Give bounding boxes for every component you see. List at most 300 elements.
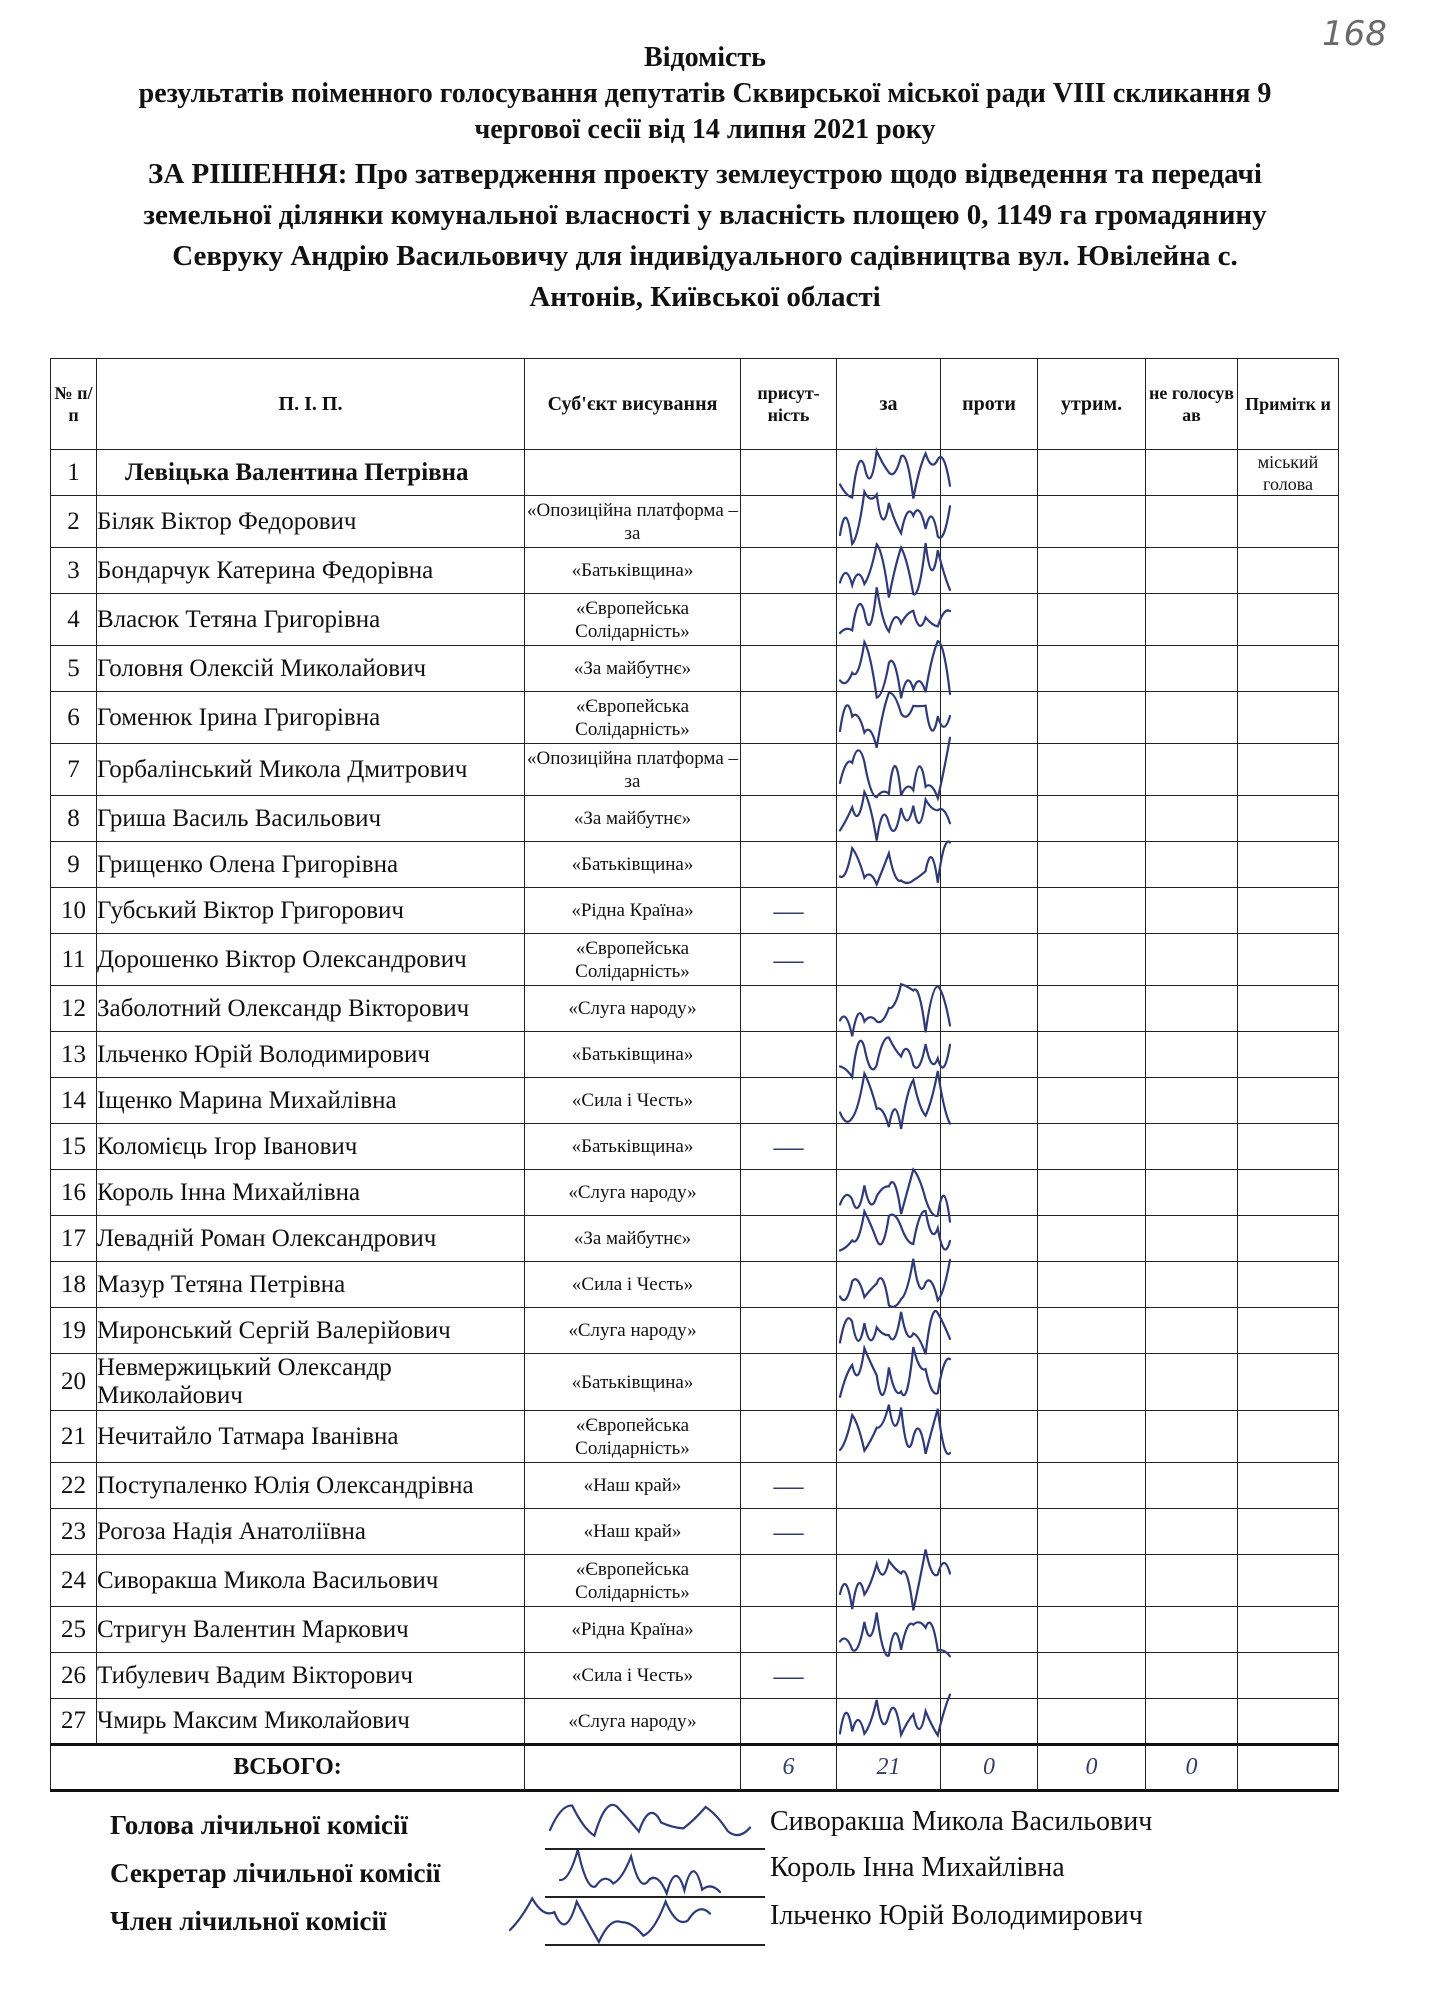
- decision-line-1: ЗА РІШЕННЯ: Про затвердження проекту землеустрою щодо відведення та передачі: [148, 158, 1262, 190]
- party-name: «Європейська Солідарність»: [525, 934, 741, 986]
- party-name: «За майбутнє»: [525, 646, 741, 692]
- row-number: 9: [51, 842, 97, 888]
- for-mark: [837, 986, 941, 1032]
- abstain-mark: [1038, 1078, 1146, 1124]
- novote-mark: [1146, 1032, 1238, 1078]
- row-number: 7: [51, 744, 97, 796]
- deputy-name: Король Інна Михайлівна: [97, 1170, 525, 1216]
- table-row: [51, 842, 1339, 888]
- row-number: 3: [51, 548, 97, 594]
- novote-mark: [1146, 1124, 1238, 1170]
- chair-name: Сиворакша Микола Васильович: [770, 1806, 1153, 1837]
- abstain-mark: [1038, 1463, 1146, 1509]
- deputy-name: Гоменюк Ірина Григорівна: [97, 692, 525, 744]
- note-cell: [1238, 744, 1339, 796]
- abstain-mark: [1038, 1354, 1146, 1411]
- party-name: [525, 450, 741, 496]
- present-mark: [741, 496, 837, 548]
- note-cell: [1238, 796, 1339, 842]
- novote-mark: [1146, 1216, 1238, 1262]
- total-abstain: 0: [1038, 1745, 1146, 1791]
- against-mark: [941, 1354, 1038, 1411]
- novote-mark: [1146, 692, 1238, 744]
- abstain-mark: [1038, 744, 1146, 796]
- novote-mark: [1146, 1607, 1238, 1653]
- deputy-name: Бондарчук Катерина Федорівна: [97, 548, 525, 594]
- against-mark: [941, 692, 1038, 744]
- col-num: № п/п: [51, 359, 97, 450]
- party-name: «Опозиційна платформа – за: [525, 496, 741, 548]
- party-name: «Слуга народу»: [525, 986, 741, 1032]
- against-mark: [941, 1032, 1038, 1078]
- table-row: [51, 1607, 1339, 1653]
- table-row: [51, 1354, 1339, 1411]
- for-mark: [837, 1555, 941, 1607]
- deputy-name: Іщенко Марина Михайлівна: [97, 1078, 525, 1124]
- deputy-name: Ільченко Юрій Володимирович: [97, 1032, 525, 1078]
- deputy-name: Тибулевич Вадим Вікторович: [97, 1653, 525, 1699]
- note-cell: [1238, 1032, 1339, 1078]
- abstain-mark: [1038, 1607, 1146, 1653]
- table-row: [51, 450, 1339, 496]
- note-cell: [1238, 496, 1339, 548]
- deputy-name: Рогоза Надія Анатоліївна: [97, 1509, 525, 1555]
- for-mark: [837, 692, 941, 744]
- abstain-mark: [1038, 548, 1146, 594]
- deputy-name: Гриша Василь Васильович: [97, 796, 525, 842]
- table-row: [51, 796, 1339, 842]
- party-name: «Слуга народу»: [525, 1170, 741, 1216]
- for-mark: [837, 1411, 941, 1463]
- present-mark: [741, 1699, 837, 1745]
- novote-mark: [1146, 1509, 1238, 1555]
- note-cell: [1238, 548, 1339, 594]
- note-cell: [1238, 1308, 1339, 1354]
- note-cell: [1238, 842, 1339, 888]
- abstain-mark: [1038, 1653, 1146, 1699]
- row-number: 5: [51, 646, 97, 692]
- novote-mark: [1146, 594, 1238, 646]
- present-mark: —: [741, 1124, 837, 1170]
- present-mark: —: [741, 888, 837, 934]
- abstain-mark: [1038, 1124, 1146, 1170]
- row-number: 10: [51, 888, 97, 934]
- table-row: [51, 1032, 1339, 1078]
- party-name: «Європейська Солідарність»: [525, 1555, 741, 1607]
- totals-row: [51, 1745, 1339, 1791]
- abstain-mark: [1038, 796, 1146, 842]
- vote-table: [50, 358, 1339, 1792]
- table-row: [51, 1509, 1339, 1555]
- novote-mark: [1146, 1170, 1238, 1216]
- row-number: 24: [51, 1555, 97, 1607]
- present-mark: [741, 646, 837, 692]
- abstain-mark: [1038, 1555, 1146, 1607]
- abstain-mark: [1038, 496, 1146, 548]
- abstain-mark: [1038, 842, 1146, 888]
- for-mark: [837, 1170, 941, 1216]
- novote-mark: [1146, 1308, 1238, 1354]
- total-against: 0: [941, 1745, 1038, 1791]
- abstain-mark: [1038, 692, 1146, 744]
- note-cell: [1238, 1699, 1339, 1745]
- row-number: 19: [51, 1308, 97, 1354]
- novote-mark: [1146, 1463, 1238, 1509]
- table-row: [51, 1411, 1339, 1463]
- row-number: 2: [51, 496, 97, 548]
- row-number: 8: [51, 796, 97, 842]
- table-row: [51, 692, 1339, 744]
- note-cell: [1238, 646, 1339, 692]
- document-title: Відомість: [644, 42, 766, 73]
- table-row: [51, 496, 1339, 548]
- secretary-name: Король Інна Михайлівна: [770, 1852, 1065, 1883]
- party-name: «За майбутнє»: [525, 796, 741, 842]
- table-row: [51, 1699, 1339, 1745]
- for-mark: [837, 1607, 941, 1653]
- party-name: «Наш край»: [525, 1509, 741, 1555]
- novote-mark: [1146, 888, 1238, 934]
- against-mark: [941, 1124, 1038, 1170]
- table-row: [51, 1216, 1339, 1262]
- abstain-mark: [1038, 986, 1146, 1032]
- party-name: «Опозиційна платформа – за: [525, 744, 741, 796]
- novote-mark: [1146, 1078, 1238, 1124]
- abstain-mark: [1038, 1509, 1146, 1555]
- abstain-mark: [1038, 934, 1146, 986]
- deputy-name: Власюк Тетяна Григорівна: [97, 594, 525, 646]
- party-name: «Наш край»: [525, 1463, 741, 1509]
- row-number: 12: [51, 986, 97, 1032]
- against-mark: [941, 1308, 1038, 1354]
- note-cell: [1238, 1653, 1339, 1699]
- row-number: 4: [51, 594, 97, 646]
- decision-line-2: земельної ділянки комунальної власності у власність площею 0, 1149 га громадянину: [143, 199, 1267, 231]
- abstain-mark: [1038, 1308, 1146, 1354]
- present-mark: [741, 1216, 837, 1262]
- total-for: 21: [837, 1745, 941, 1791]
- deputy-name: Сиворакша Микола Васильович: [97, 1555, 525, 1607]
- note-cell: [1238, 1509, 1339, 1555]
- row-number: 18: [51, 1262, 97, 1308]
- row-number: 27: [51, 1699, 97, 1745]
- table-row: [51, 744, 1339, 796]
- for-mark: [837, 548, 941, 594]
- note-cell: [1238, 1555, 1339, 1607]
- note-cell: [1238, 1607, 1339, 1653]
- present-mark: [741, 1262, 837, 1308]
- for-mark: [837, 1463, 941, 1509]
- for-mark: [837, 796, 941, 842]
- novote-mark: [1146, 1262, 1238, 1308]
- party-name: «За майбутнє»: [525, 1216, 741, 1262]
- for-mark: [837, 450, 941, 496]
- present-mark: [741, 1308, 837, 1354]
- novote-mark: [1146, 450, 1238, 496]
- deputy-name: Горбалінський Микола Дмитрович: [97, 744, 525, 796]
- party-name: «Батьківщина»: [525, 1354, 741, 1411]
- row-number: 23: [51, 1509, 97, 1555]
- for-mark: [837, 934, 941, 986]
- note-cell: [1238, 1216, 1339, 1262]
- party-name: «Батьківщина»: [525, 842, 741, 888]
- deputy-name: Миронський Сергій Валерійович: [97, 1308, 525, 1354]
- totals-party: [525, 1745, 741, 1791]
- party-name: «Сила і Честь»: [525, 1653, 741, 1699]
- deputy-name: Коломієць Ігор Іванович: [97, 1124, 525, 1170]
- table-row: [51, 1555, 1339, 1607]
- against-mark: [941, 934, 1038, 986]
- for-mark: [837, 1308, 941, 1354]
- decision-line-3: Севруку Андрію Васильовичу для індивідуального садівництва вул. Ювілейна с.: [172, 240, 1238, 272]
- totals-label: ВСЬОГО:: [51, 1745, 525, 1791]
- table-row: [51, 1653, 1339, 1699]
- abstain-mark: [1038, 450, 1146, 496]
- present-mark: [741, 1032, 837, 1078]
- abstain-mark: [1038, 1170, 1146, 1216]
- against-mark: [941, 1653, 1038, 1699]
- against-mark: [941, 1170, 1038, 1216]
- deputy-name: Мазур Тетяна Петрівна: [97, 1262, 525, 1308]
- deputy-name: Поступаленко Юлія Олександрівна: [97, 1463, 525, 1509]
- party-name: «Батьківщина»: [525, 1124, 741, 1170]
- secretary-signature: [560, 1850, 720, 1894]
- table-row: [51, 1308, 1339, 1354]
- present-mark: —: [741, 1509, 837, 1555]
- note-cell: [1238, 1124, 1339, 1170]
- deputy-name: Губський Віктор Григорович: [97, 888, 525, 934]
- deputy-name: Стригун Валентин Маркович: [97, 1607, 525, 1653]
- col-abstain: утрим.: [1038, 359, 1146, 450]
- table-row: [51, 548, 1339, 594]
- against-mark: [941, 646, 1038, 692]
- abstain-mark: [1038, 1032, 1146, 1078]
- party-name: «Слуга народу»: [525, 1308, 741, 1354]
- note-cell: [1238, 986, 1339, 1032]
- member-signature-line: [545, 1944, 765, 1946]
- against-mark: [941, 1262, 1038, 1308]
- present-mark: [741, 986, 837, 1032]
- note-cell: міський голова: [1238, 450, 1339, 496]
- note-cell: [1238, 1411, 1339, 1463]
- for-mark: [837, 594, 941, 646]
- present-mark: —: [741, 934, 837, 986]
- row-number: 22: [51, 1463, 97, 1509]
- row-number: 14: [51, 1078, 97, 1124]
- table-row: [51, 1170, 1339, 1216]
- present-mark: [741, 1078, 837, 1124]
- member-name: Ільченко Юрій Володимирович: [770, 1900, 1143, 1931]
- for-mark: [837, 888, 941, 934]
- present-mark: —: [741, 1653, 837, 1699]
- novote-mark: [1146, 1699, 1238, 1745]
- deputy-name: Левадній Роман Олександрович: [97, 1216, 525, 1262]
- member-label: Член лічильної комісії: [110, 1906, 387, 1936]
- against-mark: [941, 1699, 1038, 1745]
- for-mark: [837, 1354, 941, 1411]
- novote-mark: [1146, 496, 1238, 548]
- table-row: [51, 1262, 1339, 1308]
- table-row: [51, 1463, 1339, 1509]
- deputy-name: Дорошенко Віктор Олександрович: [97, 934, 525, 986]
- note-cell: [1238, 888, 1339, 934]
- present-mark: [741, 450, 837, 496]
- against-mark: [941, 888, 1038, 934]
- present-mark: [741, 1170, 837, 1216]
- abstain-mark: [1038, 888, 1146, 934]
- chair-signature: [550, 1805, 750, 1836]
- abstain-mark: [1038, 1411, 1146, 1463]
- present-mark: [741, 1411, 837, 1463]
- for-mark: [837, 842, 941, 888]
- for-mark: [837, 1078, 941, 1124]
- abstain-mark: [1038, 1262, 1146, 1308]
- chair-label: Голова лічильної комісії: [110, 1810, 408, 1840]
- novote-mark: [1146, 548, 1238, 594]
- against-mark: [941, 1607, 1038, 1653]
- novote-mark: [1146, 646, 1238, 692]
- note-cell: [1238, 934, 1339, 986]
- party-name: «Батьківщина»: [525, 548, 741, 594]
- against-mark: [941, 1509, 1038, 1555]
- deputy-name: Левіцька Валентина Петрівна: [97, 450, 525, 496]
- col-novote: не голосув ав: [1146, 359, 1238, 450]
- present-mark: [741, 548, 837, 594]
- against-mark: [941, 842, 1038, 888]
- against-mark: [941, 1078, 1038, 1124]
- party-name: «Європейська Солідарність»: [525, 1411, 741, 1463]
- for-mark: [837, 1216, 941, 1262]
- table-row: [51, 1124, 1339, 1170]
- novote-mark: [1146, 1354, 1238, 1411]
- against-mark: [941, 1463, 1038, 1509]
- col-party: Суб'єкт висування: [525, 359, 741, 450]
- against-mark: [941, 1411, 1038, 1463]
- row-number: 13: [51, 1032, 97, 1078]
- secretary-label: Секретар лічильної комісії: [110, 1858, 441, 1888]
- row-number: 25: [51, 1607, 97, 1653]
- for-mark: [837, 496, 941, 548]
- table-row: [51, 594, 1339, 646]
- table-row: [51, 934, 1339, 986]
- against-mark: [941, 496, 1038, 548]
- vote-rows: [51, 450, 1339, 1745]
- party-name: «Європейська Солідарність»: [525, 692, 741, 744]
- party-name: «Європейська Солідарність»: [525, 594, 741, 646]
- note-cell: [1238, 692, 1339, 744]
- row-number: 6: [51, 692, 97, 744]
- against-mark: [941, 1216, 1038, 1262]
- table-row: [51, 986, 1339, 1032]
- present-mark: —: [741, 1463, 837, 1509]
- against-mark: [941, 744, 1038, 796]
- novote-mark: [1146, 1555, 1238, 1607]
- present-mark: [741, 744, 837, 796]
- col-note: Примітк и: [1238, 359, 1339, 450]
- for-mark: [837, 1509, 941, 1555]
- against-mark: [941, 594, 1038, 646]
- against-mark: [941, 986, 1038, 1032]
- col-against: проти: [941, 359, 1038, 450]
- deputy-name: Грищенко Олена Григорівна: [97, 842, 525, 888]
- for-mark: [837, 646, 941, 692]
- table-row: [51, 888, 1339, 934]
- against-mark: [941, 796, 1038, 842]
- deputy-name: Заболотний Олександр Вікторович: [97, 986, 525, 1032]
- novote-mark: [1146, 1653, 1238, 1699]
- row-number: 11: [51, 934, 97, 986]
- for-mark: [837, 1262, 941, 1308]
- member-signature: [510, 1898, 710, 1942]
- row-number: 17: [51, 1216, 97, 1262]
- page-number: 168: [1322, 14, 1387, 54]
- note-cell: [1238, 1262, 1339, 1308]
- row-number: 1: [51, 450, 97, 496]
- col-present: присут-ність: [741, 359, 837, 450]
- deputy-name: Біляк Віктор Федорович: [97, 496, 525, 548]
- note-cell: [1238, 1463, 1339, 1509]
- abstain-mark: [1038, 1699, 1146, 1745]
- present-mark: [741, 1555, 837, 1607]
- novote-mark: [1146, 842, 1238, 888]
- deputy-name: Чмирь Максим Миколайович: [97, 1699, 525, 1745]
- note-cell: [1238, 1170, 1339, 1216]
- present-mark: [741, 594, 837, 646]
- decision-text: [20, 154, 1390, 318]
- against-mark: [941, 450, 1038, 496]
- deputy-name: Невмержицький Олександр Миколайович: [97, 1354, 525, 1411]
- row-number: 15: [51, 1124, 97, 1170]
- for-mark: [837, 1653, 941, 1699]
- party-name: «Рідна Країна»: [525, 1607, 741, 1653]
- total-novote: 0: [1146, 1745, 1238, 1791]
- present-mark: [741, 1607, 837, 1653]
- total-note: [1238, 1745, 1339, 1791]
- row-number: 20: [51, 1354, 97, 1411]
- present-mark: [741, 692, 837, 744]
- novote-mark: [1146, 796, 1238, 842]
- chair-signature-line: [545, 1848, 765, 1850]
- col-for: за: [837, 359, 941, 450]
- note-cell: [1238, 1354, 1339, 1411]
- against-mark: [941, 1555, 1038, 1607]
- row-number: 26: [51, 1653, 97, 1699]
- party-name: «Сила і Честь»: [525, 1078, 741, 1124]
- table-row: [51, 1078, 1339, 1124]
- row-number: 21: [51, 1411, 97, 1463]
- col-name: П. І. П.: [97, 359, 525, 450]
- for-mark: [837, 1124, 941, 1170]
- decision-line-4: Антонів, Київської області: [529, 281, 881, 313]
- secretary-signature-line: [545, 1896, 765, 1898]
- party-name: «Слуга народу»: [525, 1699, 741, 1745]
- abstain-mark: [1038, 1216, 1146, 1262]
- against-mark: [941, 548, 1038, 594]
- present-mark: [741, 842, 837, 888]
- note-cell: [1238, 594, 1339, 646]
- party-name: «Рідна Країна»: [525, 888, 741, 934]
- note-cell: [1238, 1078, 1339, 1124]
- for-mark: [837, 1032, 941, 1078]
- document-header: [20, 40, 1390, 318]
- present-mark: [741, 796, 837, 842]
- total-present: 6: [741, 1745, 837, 1791]
- for-mark: [837, 744, 941, 796]
- party-name: «Батьківщина»: [525, 1032, 741, 1078]
- title-line-2: результатів поіменного голосування депутатів Сквирської міської ради VIII скликання 9: [138, 78, 1272, 109]
- deputy-name: Головня Олексій Миколайович: [97, 646, 525, 692]
- abstain-mark: [1038, 594, 1146, 646]
